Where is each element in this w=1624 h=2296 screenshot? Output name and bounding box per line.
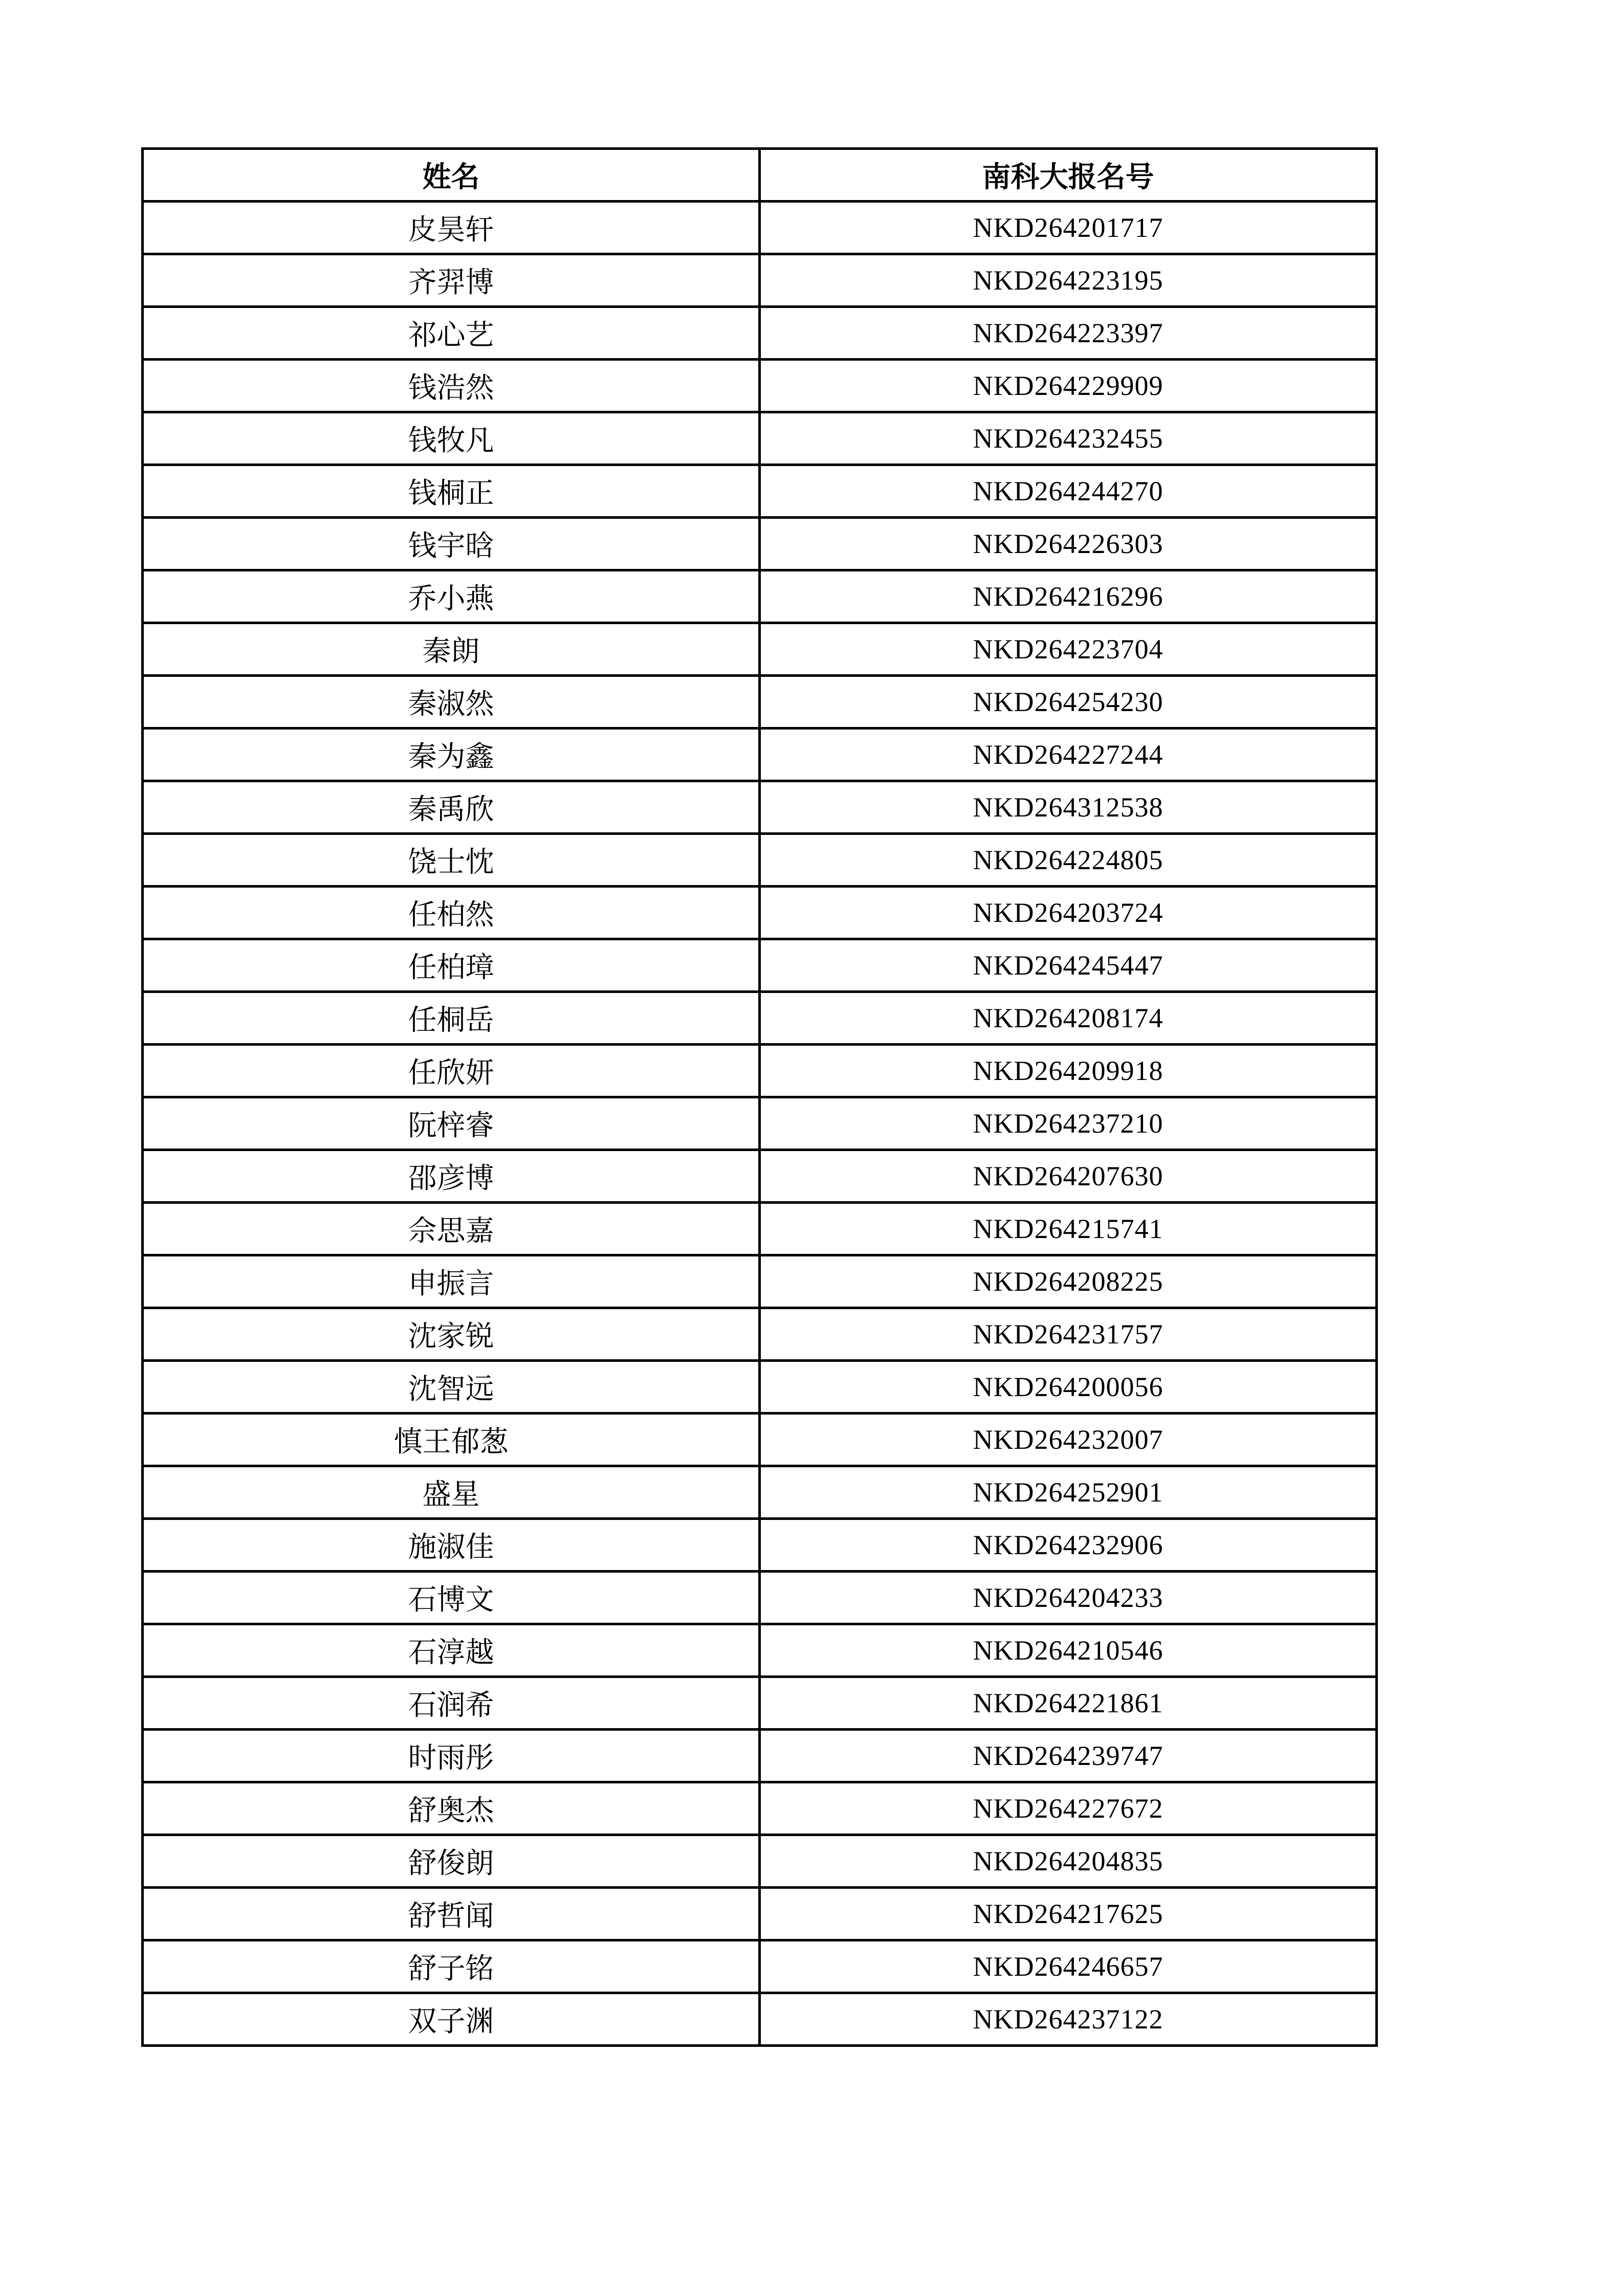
student-name: 秦禹欣 [143,781,760,834]
student-name: 秦朗 [143,623,760,676]
registration-number: NKD264223195 [760,254,1377,307]
table-row [143,1782,1377,1835]
table-row [143,1361,1377,1414]
student-name: 佘思嘉 [143,1203,760,1255]
table-row [143,465,1377,518]
table-row [143,887,1377,939]
student-name: 钱宇晗 [143,518,760,570]
registration-number: NKD264227672 [760,1782,1377,1835]
registration-number: NKD264229909 [760,360,1377,412]
student-name: 任欣妍 [143,1045,760,1097]
table-row [143,1203,1377,1255]
table-row [143,254,1377,307]
registration-number: NKD264239747 [760,1730,1377,1782]
registration-number: NKD264312538 [760,781,1377,834]
table-row [143,992,1377,1045]
student-name: 祁心艺 [143,307,760,360]
table-row [143,781,1377,834]
table-row [143,1888,1377,1940]
student-name: 舒哲闻 [143,1888,760,1940]
table-row [143,570,1377,623]
registration-number: NKD264209918 [760,1045,1377,1097]
student-name: 秦为鑫 [143,728,760,781]
registration-number: NKD264208225 [760,1255,1377,1308]
student-name: 盛星 [143,1466,760,1519]
student-name: 阮梓睿 [143,1097,760,1150]
registration-number: NKD264231757 [760,1308,1377,1361]
student-name: 时雨彤 [143,1730,760,1782]
student-name: 乔小燕 [143,570,760,623]
registration-number: NKD264200056 [760,1361,1377,1414]
registration-number: NKD264216296 [760,570,1377,623]
registration-number: NKD264217625 [760,1888,1377,1940]
table-row [143,1414,1377,1466]
table-row [143,623,1377,676]
registration-number: NKD264204233 [760,1572,1377,1624]
table-row [143,1730,1377,1782]
table-row [143,939,1377,992]
student-name: 邵彦博 [143,1150,760,1203]
registration-number: NKD264208174 [760,992,1377,1045]
registration-number: NKD264223397 [760,307,1377,360]
registration-number: NKD264252901 [760,1466,1377,1519]
table-row [143,1466,1377,1519]
table-row [143,1835,1377,1888]
table-row [143,202,1377,254]
student-name: 皮昊轩 [143,202,760,254]
student-name: 舒奥杰 [143,1782,760,1835]
registration-number: NKD264246657 [760,1940,1377,1993]
registration-number: NKD264245447 [760,939,1377,992]
table-row [143,1572,1377,1624]
header-registration-number: 南科大报名号 [760,149,1377,202]
registration-number: NKD264223704 [760,623,1377,676]
table-row [143,1150,1377,1203]
student-name: 沈智远 [143,1361,760,1414]
table-row [143,834,1377,887]
registration-number: NKD264224805 [760,834,1377,887]
student-name: 任桐岳 [143,992,760,1045]
table-row [143,1045,1377,1097]
registration-number: NKD264226303 [760,518,1377,570]
student-name: 钱桐正 [143,465,760,518]
table-row [143,1519,1377,1572]
registration-number: NKD264237210 [760,1097,1377,1150]
student-name: 石博文 [143,1572,760,1624]
registration-table [141,147,1378,2047]
student-name: 申振言 [143,1255,760,1308]
registration-number: NKD264210546 [760,1624,1377,1677]
registration-number: NKD264203724 [760,887,1377,939]
student-name: 饶士忱 [143,834,760,887]
table-row [143,676,1377,728]
student-name: 石润希 [143,1677,760,1730]
student-name: 慎王郁葱 [143,1414,760,1466]
student-name: 双子渊 [143,1993,760,2046]
table-row [143,1993,1377,2046]
header-name: 姓名 [143,149,760,202]
table-row [143,728,1377,781]
registration-number: NKD264201717 [760,202,1377,254]
table-row [143,1677,1377,1730]
registration-number: NKD264237122 [760,1993,1377,2046]
table-row [143,412,1377,465]
student-name: 齐羿博 [143,254,760,307]
table-body [143,202,1377,2046]
table-row [143,1940,1377,1993]
student-name: 任柏然 [143,887,760,939]
registration-number: NKD264232906 [760,1519,1377,1572]
student-name: 秦淑然 [143,676,760,728]
student-name: 石淳越 [143,1624,760,1677]
registration-number: NKD264254230 [760,676,1377,728]
registration-number: NKD264204835 [760,1835,1377,1888]
student-name: 舒子铭 [143,1940,760,1993]
registration-number: NKD264244270 [760,465,1377,518]
table-row [143,518,1377,570]
table-row [143,360,1377,412]
student-name: 钱浩然 [143,360,760,412]
registration-number: NKD264207630 [760,1150,1377,1203]
student-name: 钱牧凡 [143,412,760,465]
registration-number: NKD264232455 [760,412,1377,465]
table-row [143,307,1377,360]
table-row [143,1255,1377,1308]
registration-number: NKD264227244 [760,728,1377,781]
table-row [143,1624,1377,1677]
header-row [143,149,1377,202]
student-name: 舒俊朗 [143,1835,760,1888]
table-row [143,1097,1377,1150]
table-row [143,1308,1377,1361]
registration-number: NKD264232007 [760,1414,1377,1466]
student-name: 任柏璋 [143,939,760,992]
student-name: 施淑佳 [143,1519,760,1572]
registration-number: NKD264215741 [760,1203,1377,1255]
registration-number: NKD264221861 [760,1677,1377,1730]
student-name: 沈家锐 [143,1308,760,1361]
